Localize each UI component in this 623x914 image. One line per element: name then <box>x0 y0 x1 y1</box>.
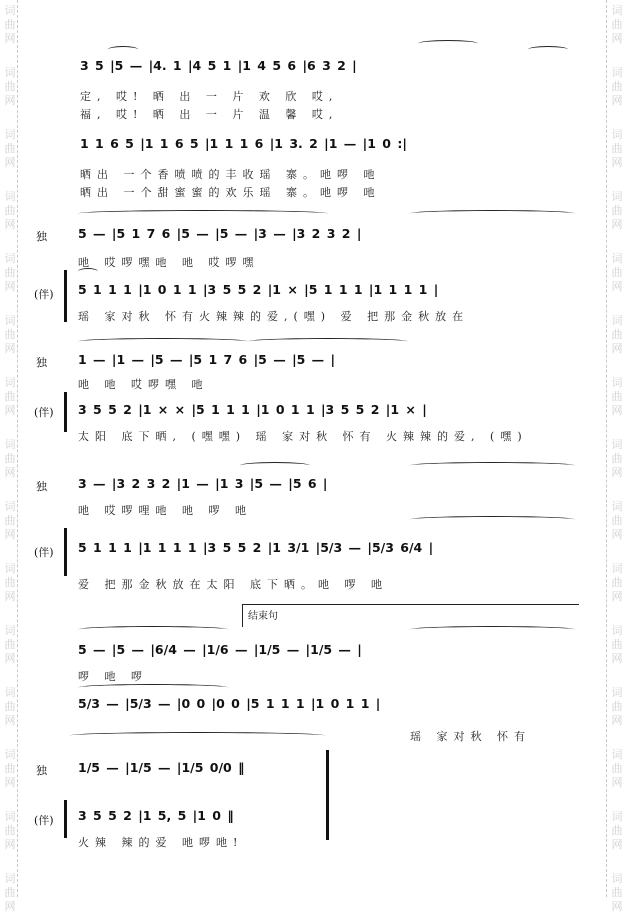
watermark-glyphs: 词 曲 网 <box>4 624 16 665</box>
solo-notes: 5 — |5 1 7 6 |5 — |5 — |3 — |3 2 3 2 | <box>78 226 362 241</box>
ending-bracket <box>242 604 579 627</box>
watermark-glyphs: 词 曲 网 <box>4 4 16 45</box>
chorus-lyric: 瑶 家对秋 怀有火辣辣的爱,(嘿) 爱 把那金秋放在 <box>78 310 470 323</box>
watermark-glyphs: 词 曲 网 <box>611 190 623 231</box>
chorus-notes: 3 5 5 2 |1 × × |5 1 1 1 |1 0 1 1 |3 5 5 2 |1 × | <box>78 402 427 417</box>
chorus-lyric: 火辣 辣的爱 吔啰吔! <box>78 836 244 849</box>
solo-lyric: 吔 哎啰嘿吔 吔 哎啰嘿 <box>78 256 260 269</box>
watermark-glyphs: 词 曲 网 <box>4 376 16 417</box>
watermark-glyphs: 词 曲 网 <box>611 810 623 851</box>
chorus-label: (伴) <box>34 546 54 559</box>
chorus-label: (伴) <box>34 288 54 301</box>
staff-notes: 1 1 6 5 |1 1 6 5 |1 1 1 6 |1 3. 2 |1 — |1 0 :| <box>80 136 407 151</box>
system-brace <box>64 270 73 322</box>
watermark-glyphs: 词 曲 网 <box>4 686 16 727</box>
watermark-glyphs: 词 曲 网 <box>611 66 623 107</box>
watermark-glyphs: 词 曲 网 <box>611 128 623 169</box>
system-brace <box>64 392 73 432</box>
watermark-glyphs: 词 曲 网 <box>4 66 16 107</box>
watermark-glyphs: 词 曲 网 <box>611 252 623 293</box>
lyric-line: 晒出 一个甜蜜蜜的欢乐瑶 寨。吔啰 吔 <box>80 186 381 199</box>
solo-notes: 5 — |5 — |6/4 — |1/6 — |1/5 — |1/5 — | <box>78 642 362 657</box>
watermark-glyphs: 词 曲 网 <box>611 624 623 665</box>
solo-lyric: 啰 吔 啰 <box>78 670 148 683</box>
chorus-label: (伴) <box>34 406 54 419</box>
lyric-line: 定, 哎! 晒 出 一 片 欢 欣 哎, <box>80 90 339 103</box>
watermark-glyphs: 词 曲 网 <box>4 810 16 851</box>
chorus-label: (伴) <box>34 814 54 827</box>
ending-label: 结束句 <box>248 611 278 622</box>
watermark-glyphs: 词 曲 网 <box>4 500 16 541</box>
watermark-glyphs: 词 曲 网 <box>611 748 623 789</box>
watermark-glyphs: 词 曲 网 <box>4 190 16 231</box>
chorus-lyric: 太阳 底下晒, (嘿嘿) 瑶 家对秋 怀有 火辣辣的爱, (嘿) <box>78 430 528 443</box>
solo-notes: 1/5 — |1/5 — |1/5 0/0 ‖ <box>78 760 245 775</box>
final-barline <box>326 750 329 840</box>
watermark-glyphs: 词 曲 网 <box>611 872 623 913</box>
system-brace <box>64 800 73 838</box>
watermark-glyphs: 词 曲 网 <box>4 872 16 913</box>
solo-label: 独 <box>36 230 47 243</box>
solo-label: 独 <box>36 480 47 493</box>
chorus-lyric: 瑶 家对秋 怀有 <box>410 730 531 743</box>
solo-label: 独 <box>36 356 47 369</box>
solo-label: 独 <box>36 764 47 777</box>
watermark-glyphs: 词 曲 网 <box>611 314 623 355</box>
watermark-glyphs: 词 曲 网 <box>4 314 16 355</box>
watermark-glyphs: 词 曲 网 <box>611 438 623 479</box>
chorus-notes: 5 1 1 1 |1 0 1 1 |3 5 5 2 |1 × |5 1 1 1 |1 1 1 1 | <box>78 282 439 297</box>
left-margin-strip <box>0 0 20 913</box>
solo-lyric: 吔 哎啰哩吔 吔 啰 吔 <box>78 504 252 517</box>
lyric-line: 晒出 一个香喷喷的丰收瑶 寨。吔啰 吔 <box>80 168 381 181</box>
chorus-notes: 5/3 — |5/3 — |0 0 |0 0 |5 1 1 1 |1 0 1 1 | <box>78 696 381 711</box>
watermark-glyphs: 词 曲 网 <box>4 748 16 789</box>
watermark-glyphs: 词 曲 网 <box>4 562 16 603</box>
chorus-notes: 3 5 5 2 |1 5, 5 |1 0 ‖ <box>78 808 234 823</box>
watermark-glyphs: 词 曲 网 <box>4 252 16 293</box>
chorus-lyric: 爱 把那金秋放在太阳 底下晒。吔 啰 吔 <box>78 578 388 591</box>
solo-lyric: 吔 吔 哎啰嘿 吔 <box>78 378 209 391</box>
watermark-glyphs: 词 曲 网 <box>611 376 623 417</box>
watermark-glyphs: 词 曲 网 <box>611 500 623 541</box>
watermark-glyphs: 词 曲 网 <box>4 128 16 169</box>
staff-notes: 3 5 |5 — |4. 1 |4 5 1 |1 4 5 6 |6 3 2 | <box>80 58 357 73</box>
solo-notes: 1 — |1 — |5 — |5 1 7 6 |5 — |5 — | <box>78 352 336 367</box>
right-margin-strip <box>603 0 623 913</box>
watermark-glyphs: 词 曲 网 <box>611 686 623 727</box>
system-brace <box>64 528 73 576</box>
watermark-glyphs: 词 曲 网 <box>4 438 16 479</box>
solo-notes: 3 — |3 2 3 2 |1 — |1 3 |5 — |5 6 | <box>78 476 328 491</box>
watermark-glyphs: 词 曲 网 <box>611 562 623 603</box>
watermark-glyphs: 词 曲 网 <box>611 4 623 45</box>
chorus-notes: 5 1 1 1 |1 1 1 1 |3 5 5 2 |1 3/1 |5/3 — |5/3 6/4 | <box>78 540 434 555</box>
lyric-line: 福, 哎! 晒 出 一 片 温 馨 哎, <box>80 108 339 121</box>
